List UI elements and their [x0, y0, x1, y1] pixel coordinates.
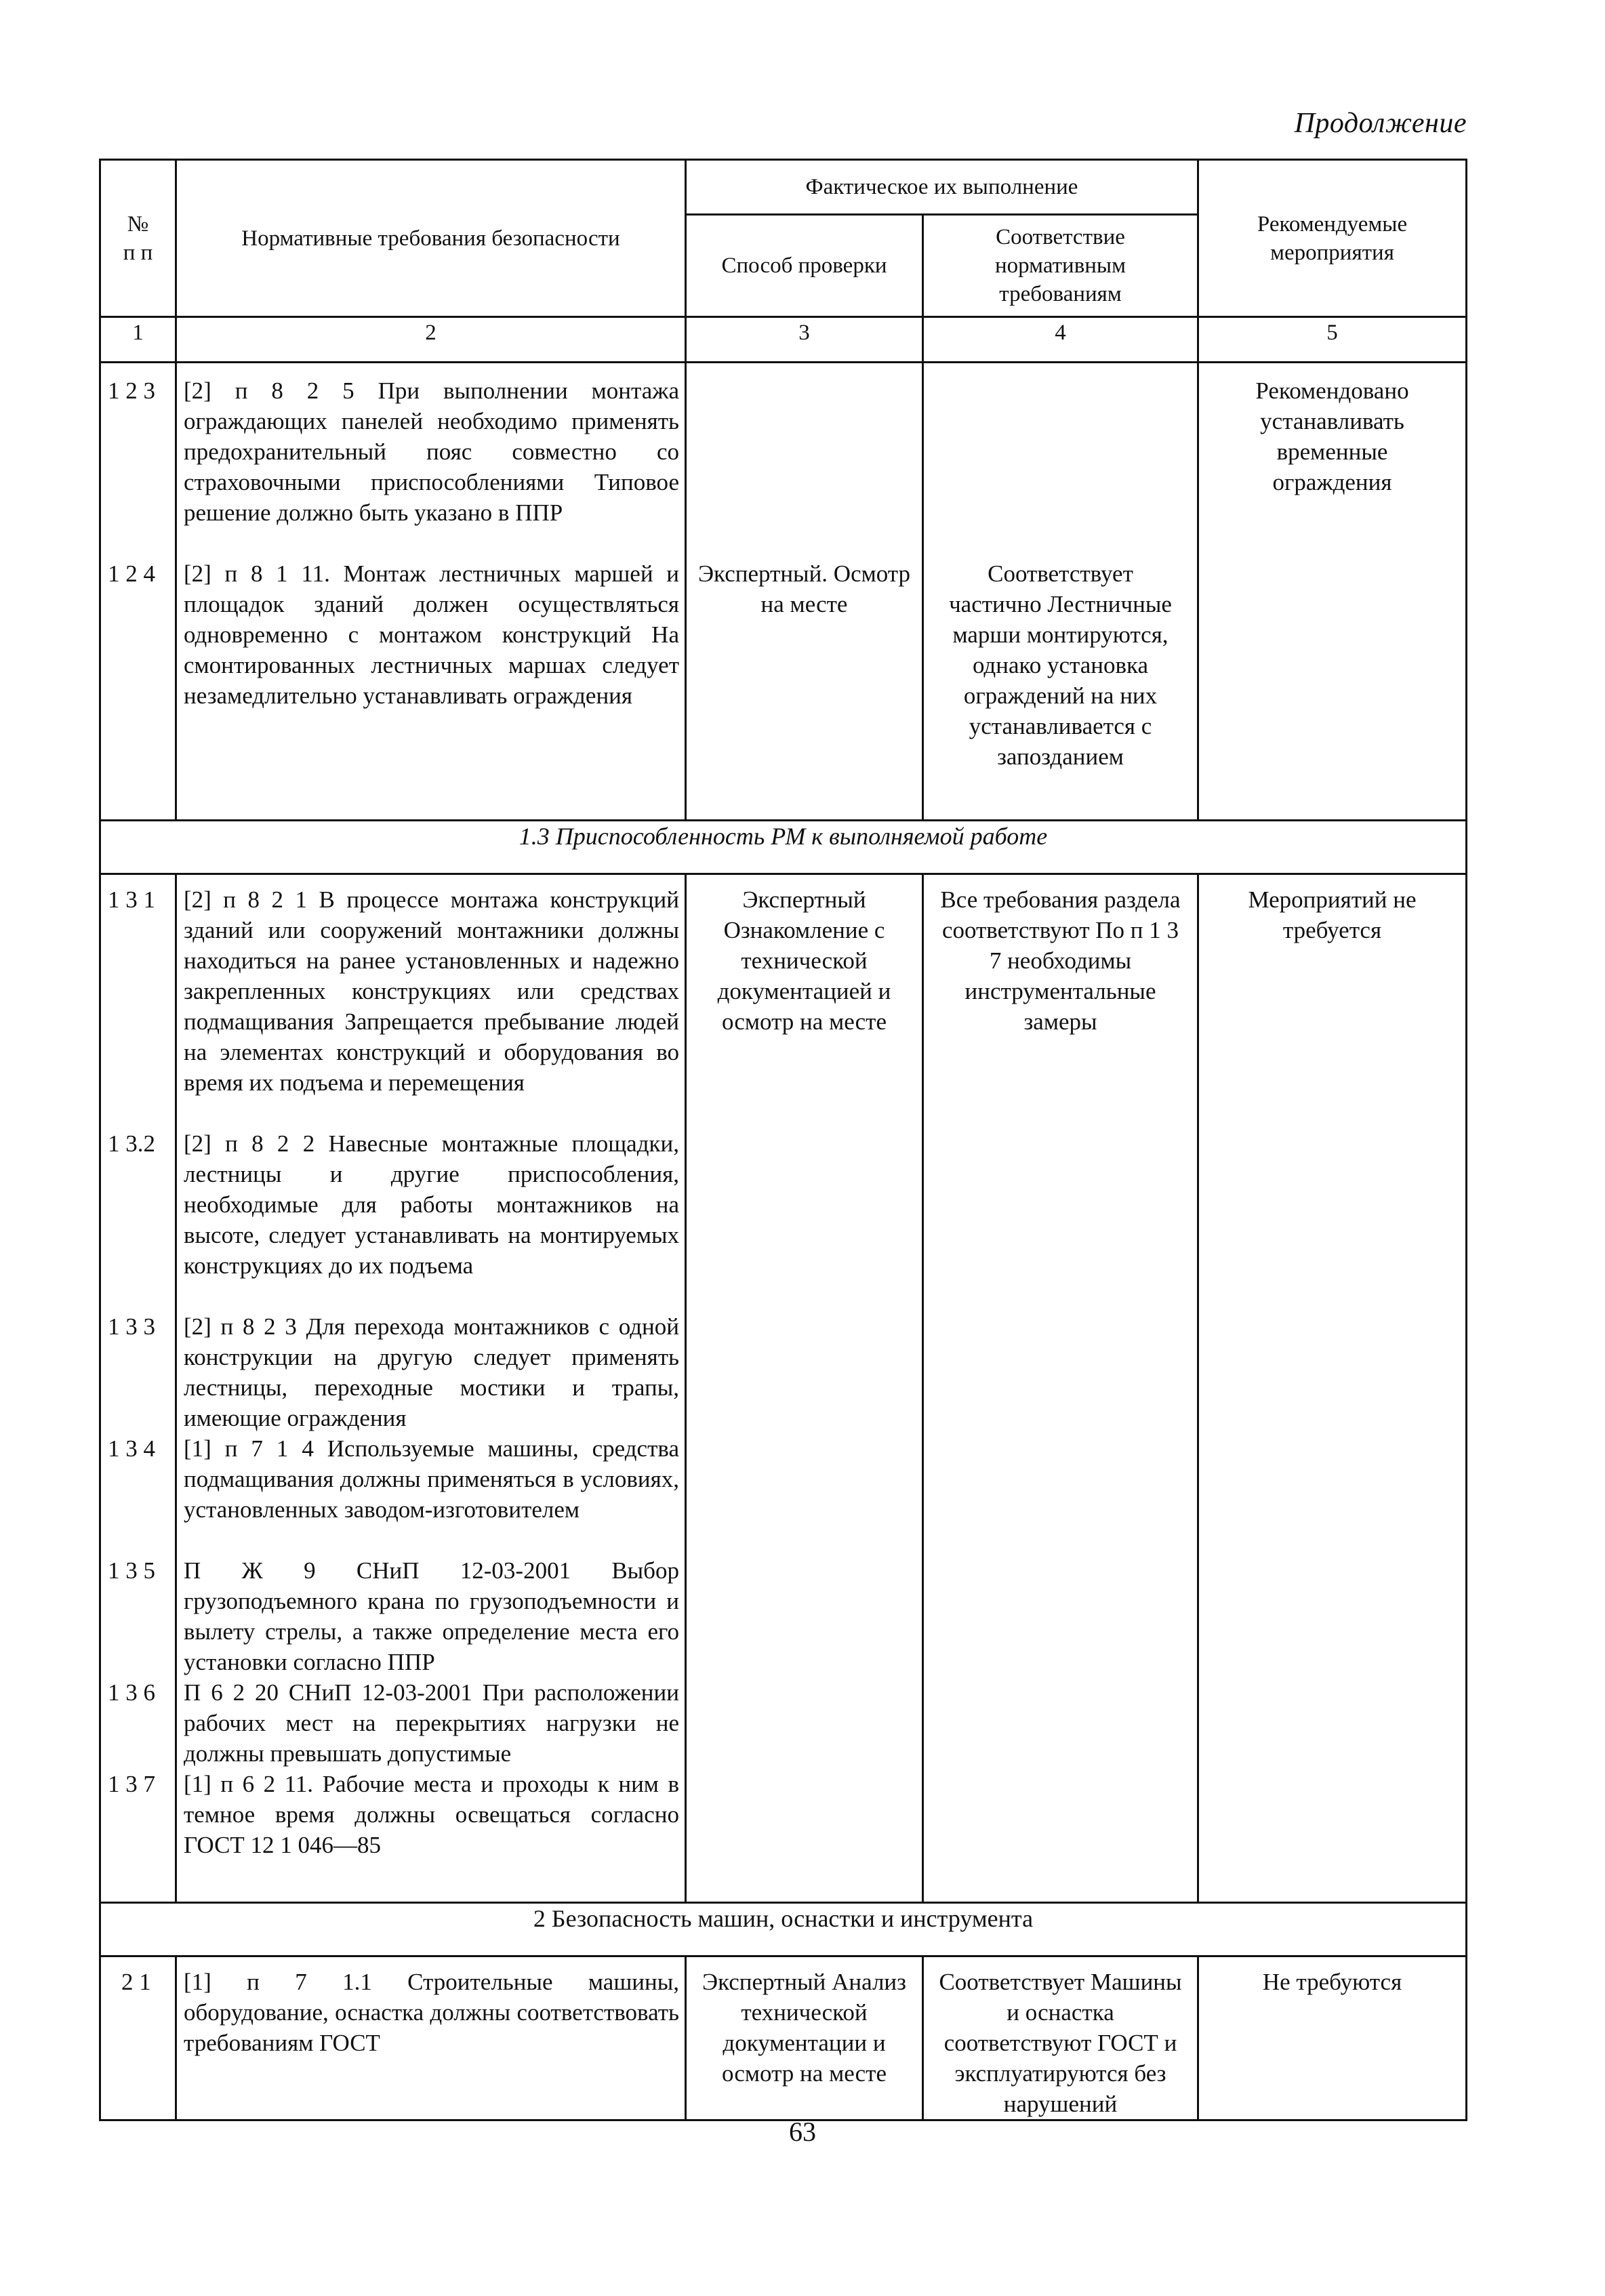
column-number: 5: [1198, 317, 1467, 363]
item-number: 1 2 3: [108, 377, 155, 404]
method-cell: [686, 1956, 923, 2120]
recommended-text: Не требуются: [1262, 1969, 1402, 1995]
recommended-text: Рекомендовано устанавливать временные ограждения: [1255, 377, 1409, 495]
compliance-cell: [923, 1956, 1198, 2120]
section-header-row: [100, 821, 1467, 874]
requirement-text: [2] п 8 1 11. Монтаж лестничных маршей и площадок зданий должен осуществляться одновременно с монтажом конструкций На смонтированных лестничных маршах следует незамедлительно устанавливать ограждения: [184, 560, 679, 709]
item-number: 1 3 5: [108, 1557, 155, 1584]
column-number: 2: [176, 317, 686, 363]
requirement-cell: [176, 363, 686, 821]
requirement-text: [2] п 8 2 3 Для перехода монтажников с одной конструкции на другую следует применять лестницы, переходные мостики и трапы, имеющие ограждения: [184, 1313, 679, 1431]
compliance-text: Соответствует частично Лестничные марши монтируются, однако установка ограждений на них устанавливается с запозданием: [949, 560, 1172, 770]
requirement-text: [2] п 8 2 1 В процессе монтажа конструкций зданий или сооружений монтажники должны находиться на ранее установленных и надежно закрепленных конструкциях или средствах подмащивания Запрещается пребывание людей на элементах конструкций и оборудования во время их подъема и перемещения: [184, 886, 679, 1096]
requirement-text: [1] п 7 1.1 Строительные машины, оборудование, оснастка должны соответствовать требованиям ГОСТ: [184, 1969, 679, 2056]
compliance-cell: [923, 363, 1198, 821]
item-number-cell: [100, 1956, 176, 2120]
requirement-text: [1] п 6 2 11. Рабочие места и проходы к ним в темное время должны освещаться согласно ГОСТ 12 1 046—85: [184, 1771, 679, 1858]
section-title: 1.3 Приспособленность РМ к выполняемой работе: [100, 821, 1467, 874]
compliance-text: Соответствует Машины и оснастка соответствуют ГОСТ и эксплуатируются без нарушений: [939, 1969, 1182, 2117]
header-col-requirements: Нормативные требования безопасности: [176, 160, 686, 317]
item-number: 2 1: [121, 1969, 151, 1995]
column-number: 4: [923, 317, 1198, 363]
header-col-recommended: Рекомендуемые мероприятия: [1198, 160, 1467, 317]
requirement-cell: [176, 874, 686, 1903]
section-header-row: [100, 1903, 1467, 1956]
header-col-compliance: Соответствие нормативным требованиям: [923, 215, 1198, 317]
column-number: 3: [686, 317, 923, 363]
recommended-text: Мероприятий не требуется: [1248, 886, 1417, 943]
header-col-no: № п п: [100, 160, 176, 317]
item-number: 1 3 3: [108, 1313, 155, 1340]
safety-requirements-table: [99, 159, 1467, 2121]
requirement-cell: [176, 1956, 686, 2120]
header-col-method: Способ проверки: [686, 215, 923, 317]
page-number: 63: [789, 2116, 816, 2147]
compliance-cell: [923, 874, 1198, 1903]
method-cell: [686, 363, 923, 821]
table-row: [100, 874, 1467, 1903]
requirement-text: П 6 2 20 СНиП 12-03-2001 При расположении рабочих мест на перекрытиях нагрузки не должны превышать допустимые: [184, 1679, 679, 1767]
table-row: [100, 363, 1467, 821]
recommended-cell: [1198, 1956, 1467, 2120]
table-row: [100, 1956, 1467, 2120]
requirement-text: [1] п 7 1 4 Используемые машины, средства подмащивания должны применяться в условиях, установленных заводом-изготовителем: [184, 1435, 679, 1523]
column-number: 1: [100, 317, 176, 363]
column-number-row: [100, 317, 1467, 363]
requirement-text: П Ж 9 СНиП 12-03-2001 Выбор грузоподъемного крана по грузоподъемности и вылету стрелы, а также определение места его установки согласно ППР: [184, 1557, 679, 1675]
method-text: Экспертный Анализ технической документации и осмотр на месте: [702, 1969, 906, 2087]
method-text: Экспертный. Осмотр на месте: [697, 560, 911, 617]
item-number: 1 3 6: [108, 1679, 155, 1706]
item-number: 1 3 7: [108, 1771, 155, 1797]
section-title: 2 Безопасность машин, оснастки и инструмента: [100, 1903, 1467, 1956]
header-row-1: [100, 160, 1467, 215]
item-number-cell: [100, 363, 176, 821]
item-number: 1 3 4: [108, 1435, 155, 1462]
method-cell: [686, 874, 923, 1903]
recommended-cell: [1198, 363, 1467, 821]
item-number: 1 3.2: [108, 1130, 155, 1157]
recommended-cell: [1198, 874, 1467, 1903]
item-number: 1 3 1: [108, 886, 155, 913]
item-number: 1 2 4: [108, 560, 155, 587]
method-text: Экспертный Ознакомление с технической документацией и осмотр на месте: [717, 886, 891, 1035]
continuation-label: Продолжение: [1294, 108, 1467, 139]
item-number-cell: [100, 874, 176, 1903]
header-col-actual-group: Фактическое их выполнение: [686, 160, 1198, 215]
compliance-text: Все требования раздела соответствуют По п 1 3 7 необходимы инструментальные замеры: [940, 886, 1181, 1035]
requirement-text: [2] п 8 2 5 При выполнении монтажа ограждающих панелей необходимо применять предохранительный пояс совместно со страховочными приспособлениями Типовое решение должно быть указано в ППР: [184, 377, 679, 526]
requirement-text: [2] п 8 2 2 Навесные монтажные площадки, лестницы и другие приспособления, необходимые для работы монтажников на высоте, следует устанавливать на монтируемых конструкциях до их подъема: [184, 1130, 679, 1279]
